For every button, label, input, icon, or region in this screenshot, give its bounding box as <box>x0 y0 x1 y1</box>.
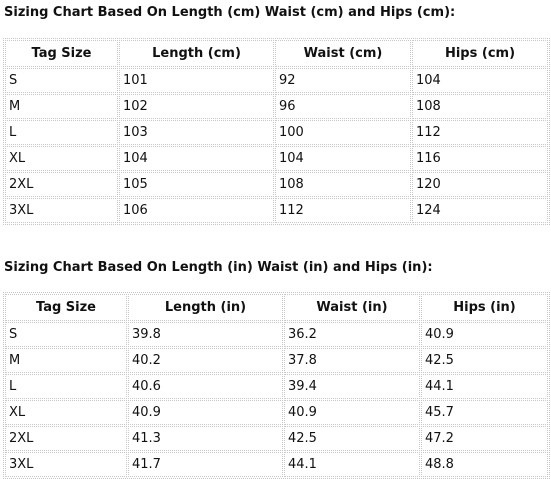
tag-size-cell: S <box>5 68 118 93</box>
length-cell: 101 <box>119 68 274 93</box>
hips-cell: 44.1 <box>421 374 548 399</box>
tag-size-cell: L <box>5 374 127 399</box>
column-header-length: Length (cm) <box>119 40 274 67</box>
size-chart-cm-title: Sizing Chart Based On Length (cm) Waist (cm) and Hips (cm): <box>4 5 456 20</box>
tag-size-cell: 3XL <box>5 452 127 477</box>
column-header-hips: Hips (in) <box>421 294 548 321</box>
length-cell: 40.9 <box>128 400 283 425</box>
tag-size-cell: S <box>5 322 127 347</box>
table-row <box>5 198 548 223</box>
hips-cell: 47.2 <box>421 426 548 451</box>
hips-cell: 116 <box>412 146 548 171</box>
table-row <box>5 322 548 347</box>
length-cell: 105 <box>119 172 274 197</box>
waist-cell: 104 <box>275 146 411 171</box>
tag-size-cell: 2XL <box>5 172 118 197</box>
table-header-row <box>5 40 548 67</box>
length-cell: 41.7 <box>128 452 283 477</box>
waist-cell: 36.2 <box>284 322 420 347</box>
column-header-hips: Hips (cm) <box>412 40 548 67</box>
waist-cell: 100 <box>275 120 411 145</box>
length-cell: 102 <box>119 94 274 119</box>
hips-cell: 48.8 <box>421 452 548 477</box>
hips-cell: 42.5 <box>421 348 548 373</box>
column-header-waist: Waist (in) <box>284 294 420 321</box>
waist-cell: 39.4 <box>284 374 420 399</box>
table-row <box>5 426 548 451</box>
table-row <box>5 94 548 119</box>
length-cell: 41.3 <box>128 426 283 451</box>
hips-cell: 40.9 <box>421 322 548 347</box>
hips-cell: 120 <box>412 172 548 197</box>
waist-cell: 92 <box>275 68 411 93</box>
column-header-tag-size: Tag Size <box>5 294 127 321</box>
waist-cell: 112 <box>275 198 411 223</box>
column-header-length: Length (in) <box>128 294 283 321</box>
tag-size-cell: L <box>5 120 118 145</box>
tag-size-cell: M <box>5 348 127 373</box>
tag-size-cell: XL <box>5 146 118 171</box>
hips-cell: 104 <box>412 68 548 93</box>
waist-cell: 44.1 <box>284 452 420 477</box>
length-cell: 40.6 <box>128 374 283 399</box>
length-cell: 104 <box>119 146 274 171</box>
table-row <box>5 172 548 197</box>
table-row <box>5 68 548 93</box>
length-cell: 39.8 <box>128 322 283 347</box>
tag-size-cell: 3XL <box>5 198 118 223</box>
waist-cell: 40.9 <box>284 400 420 425</box>
column-header-tag-size: Tag Size <box>5 40 118 67</box>
table-row <box>5 120 548 145</box>
size-chart-in-title: Sizing Chart Based On Length (in) Waist (in) and Hips (in): <box>4 260 433 275</box>
table-row <box>5 146 548 171</box>
hips-cell: 112 <box>412 120 548 145</box>
waist-cell: 108 <box>275 172 411 197</box>
waist-cell: 37.8 <box>284 348 420 373</box>
tag-size-cell: 2XL <box>5 426 127 451</box>
size-chart-cm-table <box>3 38 550 225</box>
tag-size-cell: XL <box>5 400 127 425</box>
table-row <box>5 348 548 373</box>
hips-cell: 124 <box>412 198 548 223</box>
tag-size-cell: M <box>5 94 118 119</box>
table-row <box>5 374 548 399</box>
table-row <box>5 400 548 425</box>
waist-cell: 42.5 <box>284 426 420 451</box>
table-header-row <box>5 294 548 321</box>
length-cell: 106 <box>119 198 274 223</box>
hips-cell: 45.7 <box>421 400 548 425</box>
size-chart-in-table <box>3 292 550 479</box>
column-header-waist: Waist (cm) <box>275 40 411 67</box>
hips-cell: 108 <box>412 94 548 119</box>
length-cell: 40.2 <box>128 348 283 373</box>
waist-cell: 96 <box>275 94 411 119</box>
length-cell: 103 <box>119 120 274 145</box>
table-row <box>5 452 548 477</box>
